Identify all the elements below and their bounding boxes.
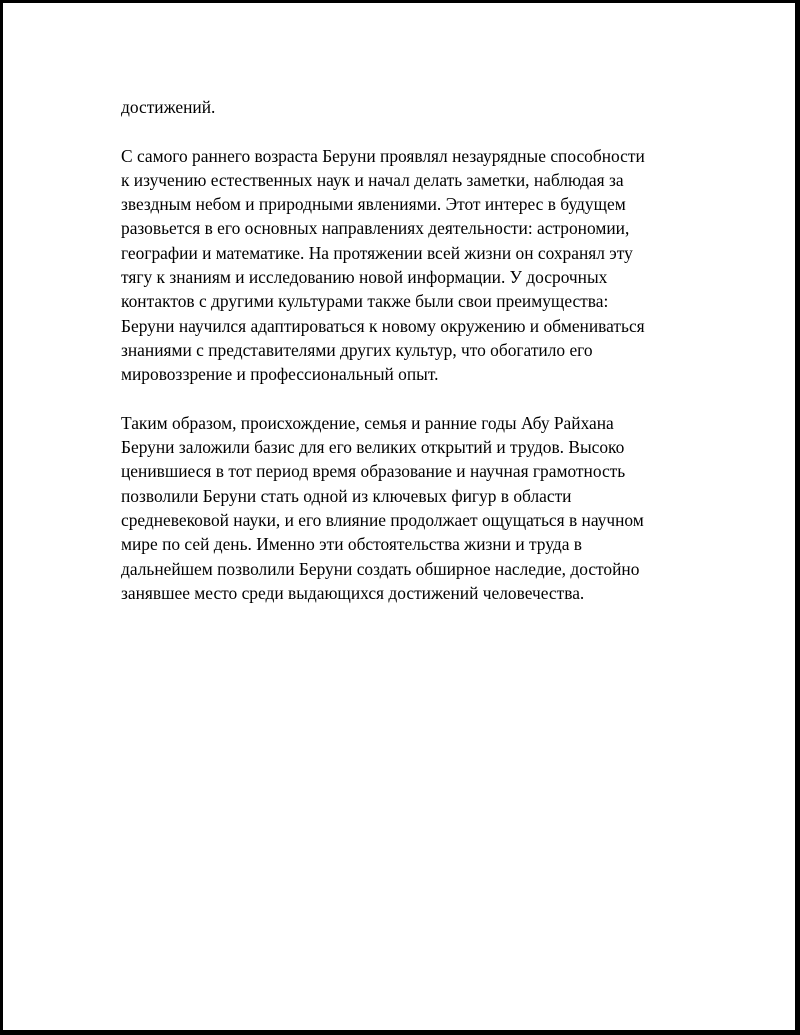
text-line: занявшее место среди выдающихся достижений человечества. xyxy=(121,582,585,603)
text-line: звездным небом и природными явлениями. Этот интерес в будущем xyxy=(121,194,626,215)
text-line: С самого раннего возраста Беруни проявлял незаурядные способности xyxy=(121,145,645,166)
text-line: к изучению естественных наук и начал делать заметки, наблюдая за xyxy=(121,169,624,190)
text-line: Таким образом, происхождение, семья и ранние годы Абу Райхана xyxy=(121,412,614,433)
text-line: контактов с другими культурами также были свои преимущества: xyxy=(121,291,609,312)
text-line: средневековой науки, и его влияние продолжает ощущаться в научном xyxy=(121,510,644,531)
text-line: ценившиеся в тот период время образование и научная грамотность xyxy=(121,461,626,482)
paragraph-3 xyxy=(121,411,701,605)
text-line: достижений. xyxy=(121,97,216,117)
text-line: Беруни научился адаптироваться к новому окружению и обмениваться xyxy=(121,315,645,336)
text-line: географии и математике. На протяжении всей жизни он сохранял эту xyxy=(121,242,633,263)
text-line: тягу к знаниям и исследованию новой информации. У досрочных xyxy=(121,267,608,288)
text-line: мире по сей день. Именно эти обстоятельства жизни и труда в xyxy=(121,534,582,555)
paragraph-2 xyxy=(121,144,701,387)
text-line: знаниями с представителями других культур, что обогатило его xyxy=(121,339,593,360)
text-line: Беруни заложили базис для его великих открытий и трудов. Высоко xyxy=(121,437,625,458)
text-line: разовьется в его основных направлениях деятельности: астрономии, xyxy=(121,218,630,239)
document-body xyxy=(121,95,701,630)
text-line: мировоззрение и профессиональный опыт. xyxy=(121,364,439,385)
paragraph-1 xyxy=(121,95,701,119)
text-line: дальнейшем позволили Беруни создать обширное наследие, достойно xyxy=(121,558,640,579)
text-line: позволили Беруни стать одной из ключевых фигур в области xyxy=(121,485,572,506)
